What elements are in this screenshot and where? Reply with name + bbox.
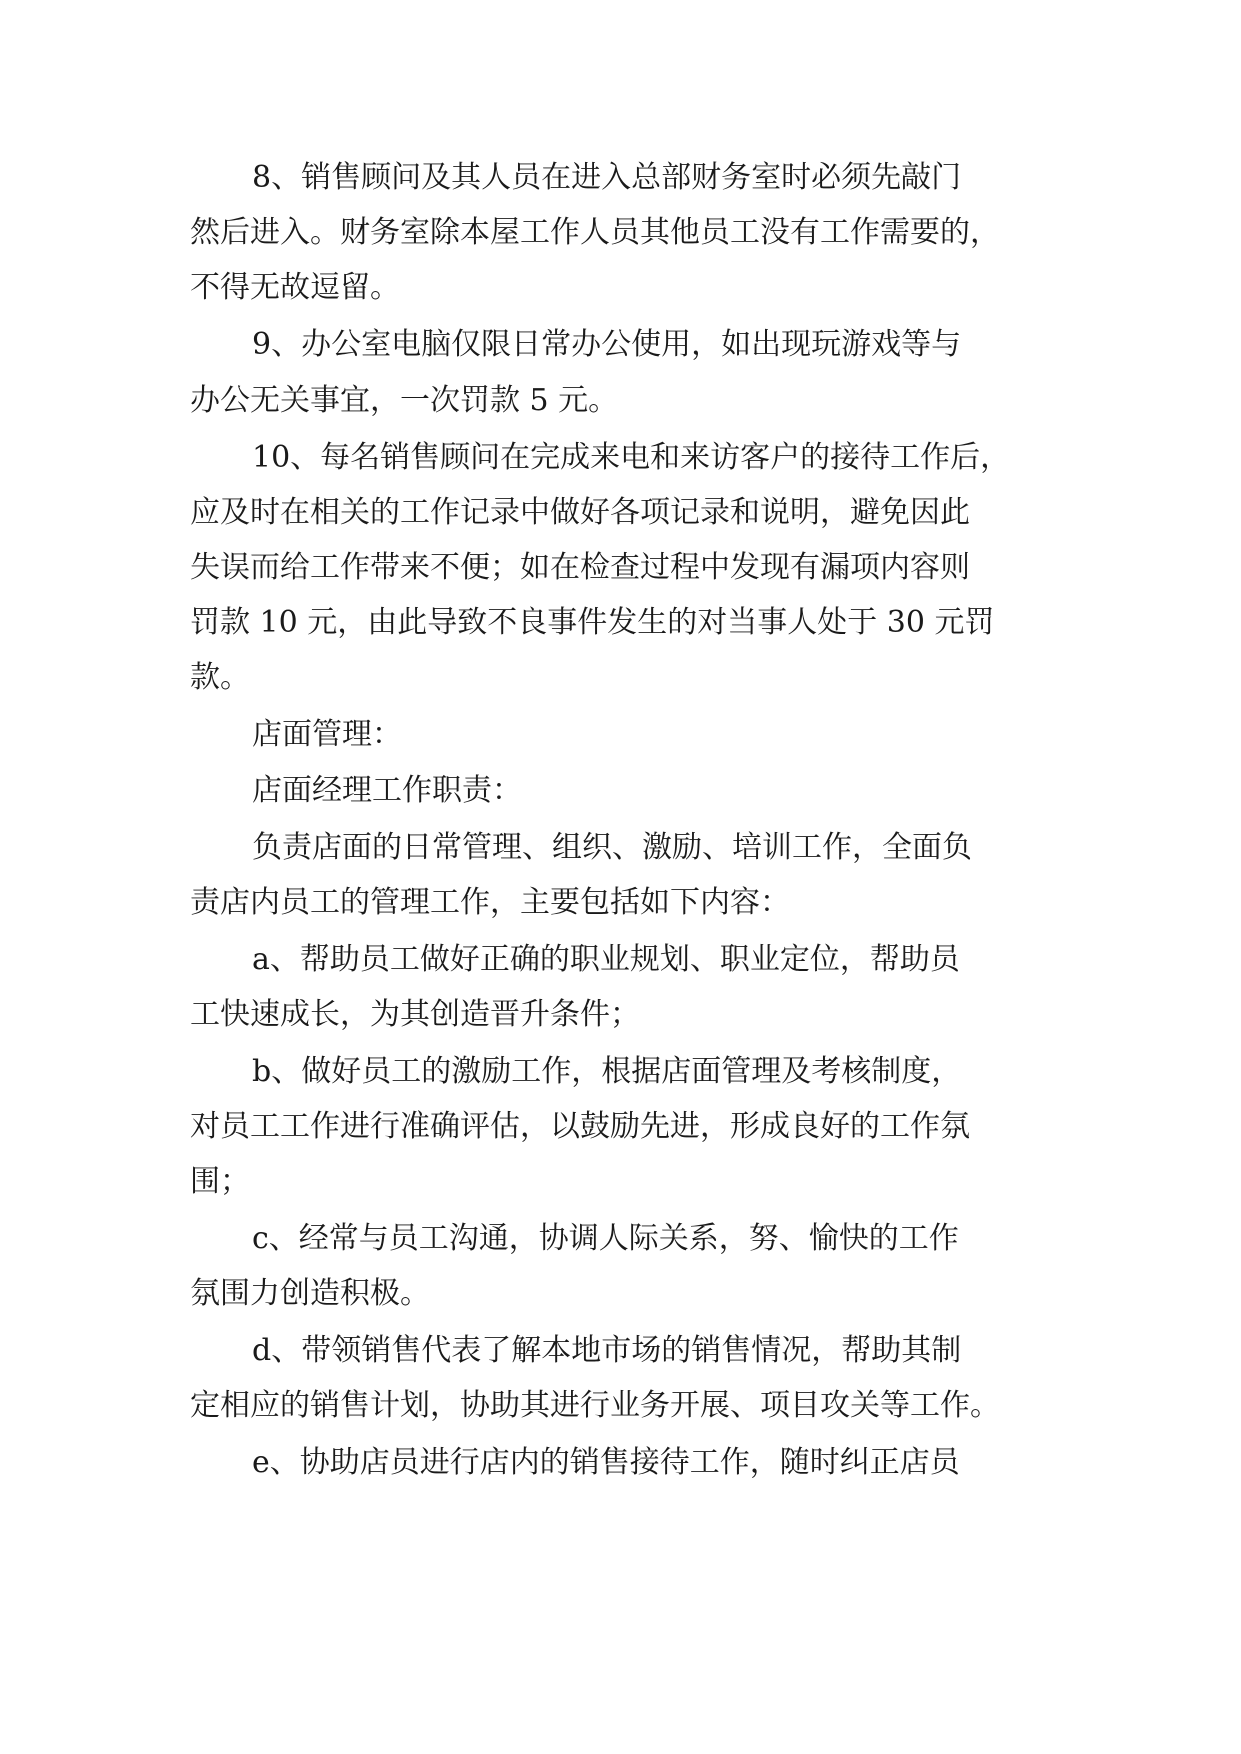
item-b-line-1: b、做好员工的激励工作，根据店面管理及考核制度， bbox=[252, 1054, 962, 1089]
paragraph-10-line-1: 10、每名销售顾问在完成来电和来访客户的接待工作后， bbox=[252, 440, 1011, 475]
item-c-line-2: 氛围力创造积极。 bbox=[190, 1276, 430, 1311]
paragraph-duties-line-1: 负责店面的日常管理、组织、激励、培训工作，全面负 bbox=[252, 830, 972, 865]
item-d-line-2: 定相应的销售计划，协助其进行业务开展、项目攻关等工作。 bbox=[190, 1388, 1000, 1423]
item-c-line-1: c、经常与员工沟通，协调人际关系，努、愉快的工作 bbox=[252, 1221, 959, 1256]
paragraph-10-line-2: 应及时在相关的工作记录中做好各项记录和说明，避免因此 bbox=[190, 495, 970, 530]
section-heading-manager-duties: 店面经理工作职责： bbox=[252, 773, 522, 808]
paragraph-9-line-1: 9、办公室电脑仅限日常办公使用，如出现玩游戏等与 bbox=[252, 327, 962, 362]
item-b-line-2: 对员工工作进行准确评估，以鼓励先进，形成良好的工作氛 bbox=[190, 1109, 970, 1144]
item-d-line-1: d、带领销售代表了解本地市场的销售情况，帮助其制 bbox=[252, 1333, 962, 1368]
item-b-line-3: 围； bbox=[190, 1164, 250, 1199]
paragraph-10-line-3: 失误而给工作带来不便；如在检查过程中发现有漏项内容则 bbox=[190, 550, 970, 585]
paragraph-8-line-1: 8、销售顾问及其人员在进入总部财务室时必须先敲门 bbox=[252, 160, 962, 195]
paragraph-10-line-4: 罚款 10 元，由此导致不良事件发生的对当事人处于 30 元罚 bbox=[190, 605, 995, 640]
item-e-line-1: e、协助店员进行店内的销售接待工作，随时纠正店员 bbox=[252, 1445, 960, 1480]
item-a-line-1: a、帮助员工做好正确的职业规划、职业定位，帮助员 bbox=[252, 942, 960, 977]
paragraph-10-line-5: 款。 bbox=[190, 660, 250, 695]
section-heading-store-management: 店面管理： bbox=[252, 717, 402, 752]
paragraph-8-line-3: 不得无故逗留。 bbox=[190, 270, 400, 305]
paragraph-9-line-2: 办公无关事宜，一次罚款 5 元。 bbox=[190, 383, 619, 418]
paragraph-duties-line-2: 责店内员工的管理工作，主要包括如下内容： bbox=[190, 885, 790, 920]
paragraph-8-line-2: 然后进入。财务室除本屋工作人员其他员工没有工作需要的， bbox=[190, 215, 1000, 250]
item-a-line-2: 工快速成长，为其创造晋升条件； bbox=[190, 997, 640, 1032]
